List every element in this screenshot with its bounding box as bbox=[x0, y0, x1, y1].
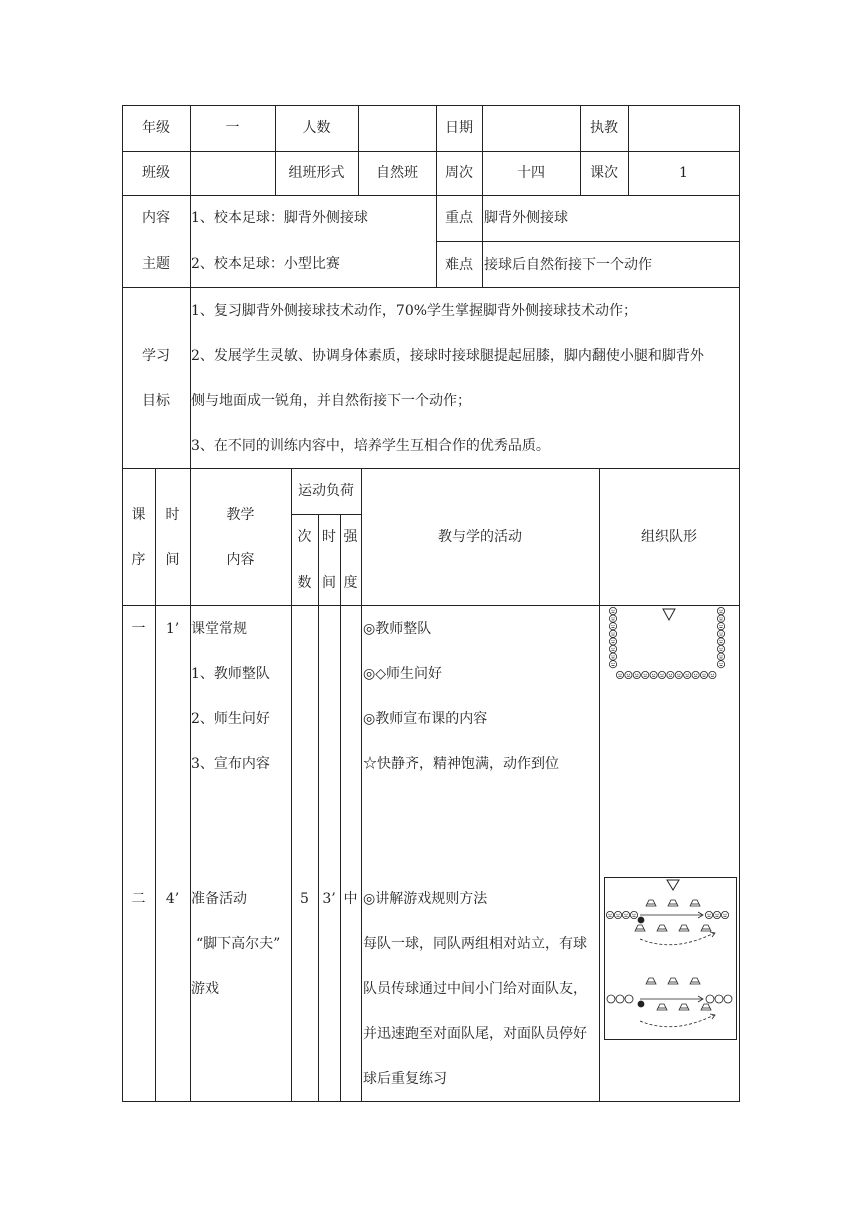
student-icon bbox=[609, 645, 616, 652]
teacher-label: 执教 bbox=[590, 120, 618, 136]
load-time-head-2: 间 bbox=[322, 575, 336, 591]
cone-icon bbox=[701, 1004, 711, 1010]
row2-activity-line: 球后重复练习 bbox=[363, 1071, 447, 1087]
row2-reps: 5 bbox=[300, 891, 309, 907]
arrow-head bbox=[710, 932, 715, 937]
row2-activity-line: 并迅速跑至对面队尾，对面队员停好 bbox=[363, 1026, 587, 1042]
row2-load-time: 3’ bbox=[322, 891, 336, 907]
row2-time: 4’ bbox=[165, 891, 180, 907]
form-label: 组班形式 bbox=[288, 165, 345, 181]
row1-content-line: 2、师生问好 bbox=[191, 711, 270, 727]
cone-icon bbox=[690, 978, 700, 984]
student-icon bbox=[717, 653, 724, 660]
run-path bbox=[640, 1015, 714, 1027]
grade-value: 一 bbox=[225, 120, 240, 136]
load-time-head: 时 bbox=[322, 529, 336, 545]
objective-line: 3、在不同的训练内容中，培养学生互相合作的优秀品质。 bbox=[191, 438, 550, 454]
student-icon bbox=[713, 911, 720, 918]
reps-head-2: 数 bbox=[297, 575, 312, 591]
cone-icon bbox=[657, 1004, 667, 1010]
student-icon bbox=[650, 671, 657, 678]
order-head: 课 bbox=[131, 507, 146, 523]
time-head: 时 bbox=[165, 507, 180, 523]
intensity-head: 强 bbox=[343, 529, 358, 545]
intensity-head-2: 度 bbox=[343, 575, 358, 591]
week-label: 周次 bbox=[445, 165, 473, 181]
objectives-label: 学习 bbox=[142, 348, 170, 364]
arrow-head bbox=[710, 1014, 715, 1019]
row1-order: 一 bbox=[131, 621, 146, 637]
student-icon bbox=[609, 661, 616, 668]
difficulty-value: 接球后自然衔接下一个动作 bbox=[484, 257, 652, 273]
count-label: 人数 bbox=[302, 120, 331, 136]
player-circle-icon bbox=[724, 995, 732, 1003]
cone-icon bbox=[701, 925, 711, 931]
load-head: 运动负荷 bbox=[298, 483, 354, 499]
class-label: 班级 bbox=[142, 165, 170, 181]
formation-head: 组织队形 bbox=[641, 529, 697, 545]
row1-activity-line: ◎教师整队 bbox=[363, 621, 432, 637]
rule bbox=[122, 468, 740, 469]
student-icon bbox=[717, 630, 724, 637]
rule bbox=[122, 1101, 740, 1102]
row1-content-line: 3、宣布内容 bbox=[191, 756, 270, 772]
cone-icon bbox=[635, 925, 645, 931]
rule bbox=[482, 195, 483, 287]
run-path bbox=[640, 933, 714, 945]
theme-label: 主题 bbox=[142, 256, 170, 272]
player-circle-icon bbox=[625, 995, 633, 1003]
activity-head: 教与学的活动 bbox=[438, 529, 522, 545]
student-icon bbox=[709, 671, 716, 678]
cone-icon bbox=[646, 978, 656, 984]
time-head-2: 间 bbox=[165, 552, 180, 568]
lesson-value: 1 bbox=[679, 165, 688, 181]
row2-content-line: “脚下高尔夫” bbox=[196, 936, 281, 952]
lesson-label: 课次 bbox=[590, 165, 618, 181]
cone-icon bbox=[679, 1004, 689, 1010]
student-icon bbox=[630, 911, 637, 918]
rule bbox=[739, 105, 740, 1102]
row1-content-line: 1、教师整队 bbox=[191, 666, 270, 682]
rule bbox=[291, 514, 361, 515]
rule bbox=[122, 151, 740, 152]
rule bbox=[122, 105, 740, 106]
row2-order: 二 bbox=[131, 891, 146, 907]
row2-activity-line: ◎讲解游戏规则方法 bbox=[363, 891, 488, 907]
cone-icon bbox=[679, 925, 689, 931]
key-point-value: 脚背外侧接球 bbox=[484, 210, 568, 226]
row1-activity-line: ◎◇师生问好 bbox=[363, 666, 442, 682]
date-label: 日期 bbox=[445, 120, 473, 136]
week-value: 十四 bbox=[517, 165, 545, 181]
key-point-label: 重点 bbox=[445, 210, 473, 226]
student-icon bbox=[609, 638, 616, 645]
student-icon bbox=[606, 911, 613, 918]
student-icon bbox=[717, 607, 724, 614]
student-icon bbox=[717, 645, 724, 652]
reps-head: 次 bbox=[297, 529, 312, 545]
student-icon bbox=[622, 911, 629, 918]
player-circle-icon bbox=[607, 995, 615, 1003]
form-value: 自然班 bbox=[376, 165, 418, 181]
ball-icon bbox=[638, 1001, 644, 1007]
student-icon bbox=[616, 671, 623, 678]
player-circle-icon bbox=[616, 995, 624, 1003]
content-label: 内容 bbox=[142, 210, 170, 226]
difficulty-label: 难点 bbox=[445, 257, 473, 273]
cone-icon bbox=[690, 900, 700, 906]
rule bbox=[122, 287, 740, 288]
content-item-2: 2、校本足球：小型比赛 bbox=[191, 256, 340, 272]
student-icon bbox=[633, 671, 640, 678]
objective-line: 2、发展学生灵敏、协调身体素质，接球时接球腿提起屈膝，脚内翻使小腿和脚背外 bbox=[191, 348, 704, 364]
row1-content-line: 课堂常规 bbox=[191, 621, 247, 637]
rule bbox=[340, 514, 341, 1102]
row1-time: 1’ bbox=[165, 621, 180, 637]
row2-content-line: 准备活动 bbox=[191, 891, 247, 907]
student-icon bbox=[692, 671, 699, 678]
teaching-head-2: 内容 bbox=[226, 552, 255, 568]
objective-line: 侧与地面成一锐角，并自然衔接下一个动作； bbox=[191, 393, 471, 409]
objective-line: 1、复习脚背外侧接球技术动作，70%学生掌握脚背外侧接球技术动作； bbox=[191, 303, 638, 319]
student-icon bbox=[609, 623, 616, 630]
row2-activity-line: 队员传球通过中间小门给对面队友， bbox=[363, 981, 587, 997]
student-icon bbox=[717, 615, 724, 622]
student-icon bbox=[625, 671, 632, 678]
student-icon bbox=[717, 638, 724, 645]
row2-content-line: 游戏 bbox=[191, 981, 219, 997]
cone-icon bbox=[657, 925, 667, 931]
student-icon bbox=[614, 911, 621, 918]
student-icon bbox=[684, 671, 691, 678]
student-icon bbox=[675, 671, 682, 678]
teacher-triangle-icon bbox=[663, 609, 675, 620]
rule bbox=[599, 468, 600, 1102]
student-icon bbox=[609, 653, 616, 660]
rule bbox=[361, 468, 362, 1102]
order-head-2: 序 bbox=[131, 552, 146, 568]
grade-label: 年级 bbox=[142, 120, 170, 136]
student-icon bbox=[705, 911, 712, 918]
student-icon bbox=[721, 911, 728, 918]
cone-icon bbox=[668, 978, 678, 984]
teacher-triangle-icon bbox=[667, 880, 679, 890]
formation-diagram-1 bbox=[604, 606, 730, 682]
teaching-head: 教学 bbox=[226, 507, 255, 523]
rule bbox=[291, 468, 292, 1102]
student-icon bbox=[609, 615, 616, 622]
objectives-label-2: 目标 bbox=[142, 393, 170, 409]
formation-diagram-2 bbox=[604, 877, 737, 1041]
student-icon bbox=[658, 671, 665, 678]
rule bbox=[122, 195, 740, 196]
cone-icon bbox=[668, 900, 678, 906]
content-item-1: 1、校本足球：脚背外侧接球 bbox=[191, 210, 368, 226]
row2-activity-line: 每队一球，同队两组相对站立，有球 bbox=[363, 936, 587, 952]
student-icon bbox=[700, 671, 707, 678]
rule bbox=[318, 514, 319, 1102]
student-icon bbox=[667, 671, 674, 678]
row1-activity-line: ☆快静齐，精神饱满，动作到位 bbox=[363, 756, 559, 772]
player-circle-icon bbox=[715, 995, 723, 1003]
row2-intensity: 中 bbox=[343, 891, 358, 907]
student-icon bbox=[609, 607, 616, 614]
student-icon bbox=[717, 661, 724, 668]
player-circle-icon bbox=[706, 995, 714, 1003]
student-icon bbox=[717, 623, 724, 630]
cone-icon bbox=[646, 900, 656, 906]
student-icon bbox=[642, 671, 649, 678]
student-icon bbox=[609, 630, 616, 637]
ball-icon bbox=[638, 917, 644, 923]
row1-activity-line: ◎教师宣布课的内容 bbox=[363, 711, 488, 727]
